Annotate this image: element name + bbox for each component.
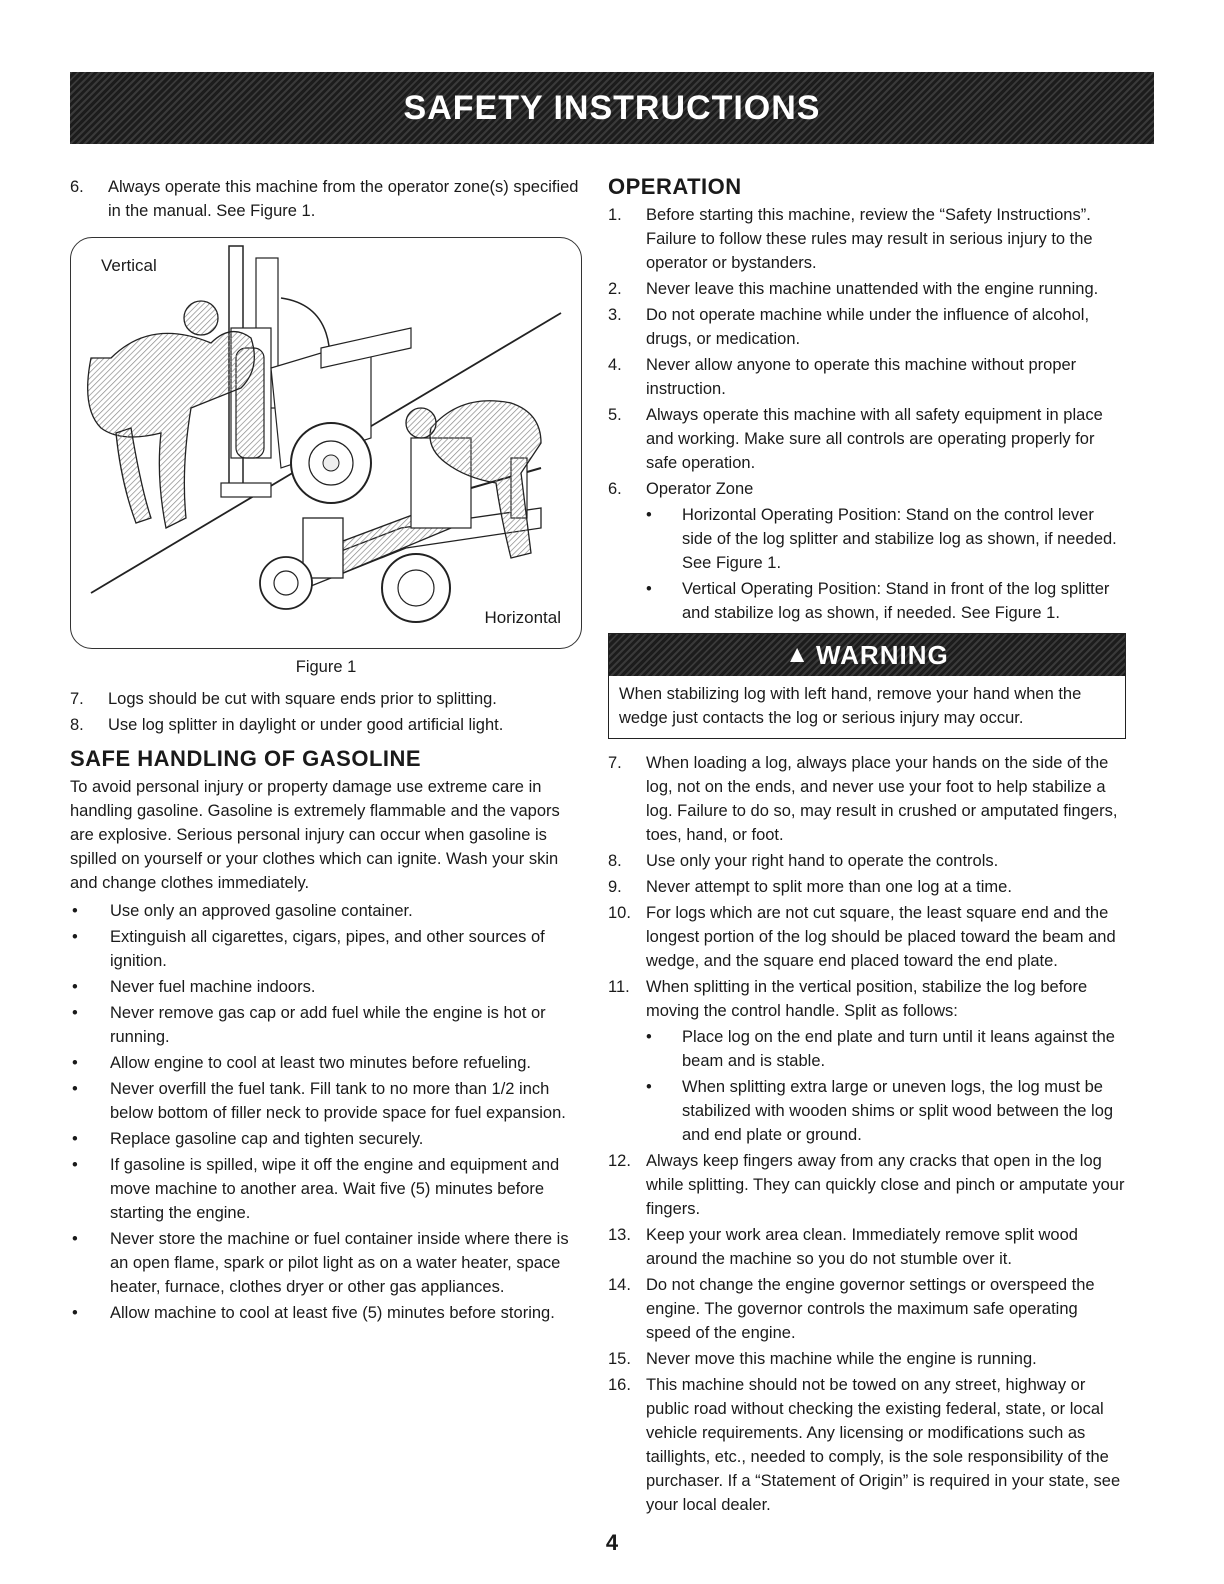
list-item: 16. This machine should not be towed on any street, highway or public road without checking the existing federal, state, or local vehicle requirements. Any licensing or modifications such as taillights, etc., needed to comply, is the sole responsibility of the purchaser. If a “Statement of Origin” is required in your state, see your local dealer.	[608, 1376, 1121, 1514]
figure-caption: Figure 1	[295, 658, 357, 676]
list-item: 3. Do not operate machine while under the influence of alcohol, drugs, or medication.	[608, 306, 1090, 348]
bullet-item: • Place log on the end plate and turn until it leans against the beam and is stable.	[646, 1028, 1115, 1070]
list-item: 1. Before starting this machine, review the “Safety Instructions”. Failure to follow these rules may result in serious injury to the operator or bystanders.	[608, 206, 1093, 272]
banner-title: SAFETY INSTRUCTIONS	[403, 88, 821, 127]
bullet-item: • Never remove gas cap or add fuel while the engine is hot or running.	[72, 1004, 546, 1046]
left-column	[70, 175, 582, 1327]
list-item: 15. Never move this machine while the engine is running.	[608, 1350, 1037, 1368]
warning-title: WARNING	[816, 640, 949, 670]
bullet-item: • If gasoline is spilled, wipe it off the engine and equipment and move machine to another area. Wait five (5) minutes before starting the engine.	[72, 1156, 560, 1222]
list-item: 6. Operator Zone	[608, 480, 754, 498]
warning-header	[609, 634, 1125, 676]
list-item: 2. Never leave this machine unattended with the engine running.	[608, 280, 1099, 298]
gasoline-intro: To avoid personal injury or property damage use extreme care in handling gasoline. Gasoline is extremely flammable and the vapors are explosive. Serious personal injury can occur when gasoline is spilled on yourself or your clothes which can ignite. Wash your skin and change clothes immediately.	[70, 778, 560, 892]
section-heading-operation: OPERATION	[608, 174, 742, 199]
bullet-item: • Use only an approved gasoline container.	[72, 902, 413, 920]
bullet-item: • When splitting extra large or uneven logs, the log must be stabilized with wooden shims or split wood between the log and end plate or ground.	[646, 1078, 1114, 1144]
bullet-item: • Allow engine to cool at least two minutes before refueling.	[72, 1054, 531, 1072]
list-item: 7. Logs should be cut with square ends prior to splitting.	[70, 690, 497, 708]
bullet-item: • Vertical Operating Position: Stand in front of the log splitter and stabilize log as shown, if needed. See Figure 1.	[646, 580, 1110, 622]
list-item: 9. Never attempt to split more than one log at a time.	[608, 878, 1012, 896]
figure-label-horizontal: Horizontal	[484, 608, 561, 627]
warning-triangle-icon: ▲	[785, 641, 811, 668]
list-item: 11. When splitting in the vertical position, stabilize the log before moving the control handle. Split as follows:	[608, 978, 1088, 1020]
page-banner	[70, 72, 1154, 144]
log-splitter-illustration	[71, 238, 581, 648]
list-item: 14. Do not change the engine governor settings or overspeed the engine. The governor controls the maximum safe operating speed of the engine.	[608, 1276, 1095, 1342]
bullet-item: • Allow machine to cool at least five (5) minutes before storing.	[72, 1304, 555, 1322]
list-item: 8. Use only your right hand to operate the controls.	[608, 852, 999, 870]
page-number: 4	[605, 1530, 619, 1555]
bullet-item: • Extinguish all cigarettes, cigars, pipes, and other sources of ignition.	[72, 928, 545, 970]
list-item: 8. Use log splitter in daylight or under good artificial light.	[70, 716, 504, 734]
list-item: 6. Always operate this machine from the operator zone(s) specified in the manual. See Figure 1.	[70, 178, 579, 220]
warning-box	[608, 633, 1126, 739]
warning-text: When stabilizing log with left hand, remove your hand when the wedge just contacts the log or serious injury may occur.	[619, 685, 1082, 727]
bullet-item: • Never store the machine or fuel container inside where there is an open flame, spark or pilot light as on a water heater, space heater, furnace, clothes dryer or other gas appliances.	[72, 1230, 569, 1296]
section-heading-gasoline: SAFE HANDLING OF GASOLINE	[70, 746, 422, 771]
list-item: 10. For logs which are not cut square, the least square end and the longest portion of the log should be placed toward the beam and wedge, and the square end placed toward the end plate.	[608, 904, 1116, 970]
list-item: 4. Never allow anyone to operate this machine without proper instruction.	[608, 356, 1077, 398]
list-item: 13. Keep your work area clean. Immediately remove split wood around the machine so you do not stumble over it.	[608, 1226, 1078, 1268]
list-item: 12. Always keep fingers away from any cracks that open in the log while splitting. They can quickly close and pinch or amputate your fingers.	[608, 1152, 1125, 1218]
bullet-item: • Never fuel machine indoors.	[72, 978, 316, 996]
figure-1	[70, 237, 582, 649]
list-item: 7. When loading a log, always place your hands on the side of the log, not on the ends, and never use your foot to help stabilize a log. Failure to do so, may result in crushed or amputated fingers, toes, hand, or foot.	[608, 754, 1118, 844]
bullet-item: • Horizontal Operating Position: Stand on the control lever side of the log splitter and stabilize log as shown, if needed. See Figure 1.	[646, 506, 1117, 572]
bullet-item: • Replace gasoline cap and tighten securely.	[72, 1130, 424, 1148]
figure-label-vertical: Vertical	[101, 256, 157, 275]
right-column	[608, 175, 1126, 1519]
list-item: 5. Always operate this machine with all safety equipment in place and working. Make sure all controls are operating properly for safe operation.	[608, 406, 1103, 472]
bullet-item: • Never overfill the fuel tank. Fill tank to no more than 1/2 inch below bottom of filler neck to provide space for fuel expansion.	[72, 1080, 566, 1122]
